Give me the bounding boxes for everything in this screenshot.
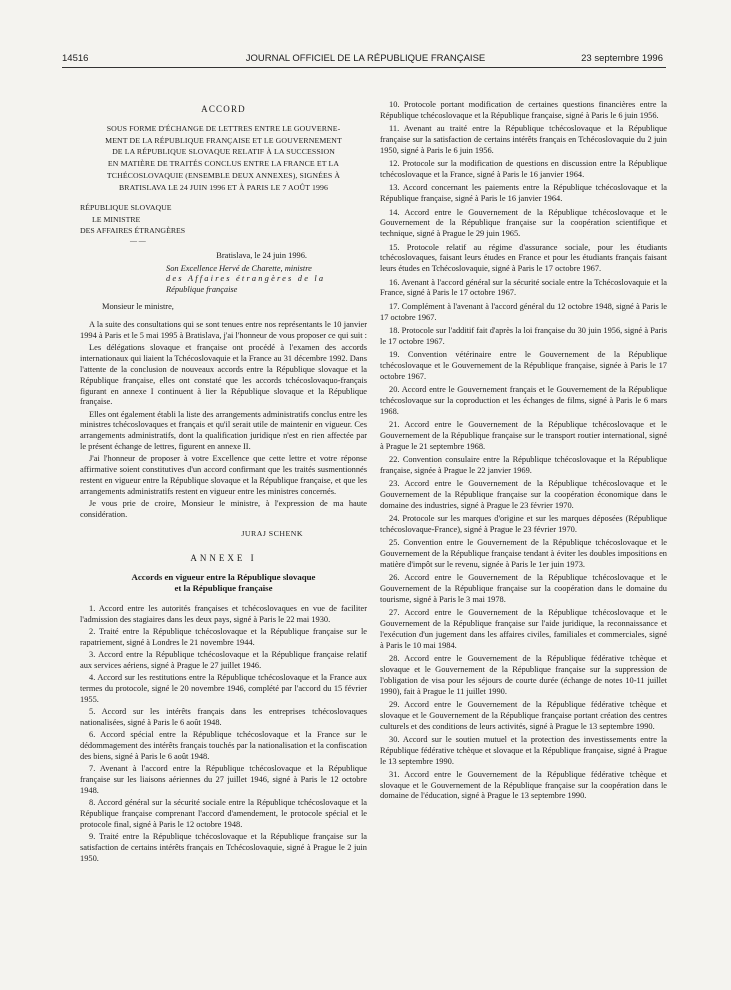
addressee-line: des Affaires étrangères de la [166,274,326,284]
right-column [380,100,667,805]
addressee [80,264,367,296]
page-number: 14516 [62,53,89,64]
treaty-item: 26. Accord entre le Gouvernement de la République tchécoslovaque et le Gouvernement de la République française sur la coopération dans le domaine du tourisme, signé à Paris le 3 mai 1978. [380,573,667,604]
letter-paragraph: Les délégations slovaque et française ont procédé à l'examen des accords internationaux qui liaient la Tchécoslovaquie et la France au 31 décembre 1992. Dans l'attente de la conclusion de nouveaux accords entre la République slovaque et la République française, elles ont constaté que les accords tchécoslovaquo-français figurant en annexe I continuent à lier la République slovaque et la République française. [80,343,367,407]
treaty-item: 19. Convention vétérinaire entre le Gouvernement de la République tchécoslovaque et le Gouvernement de la République française, signée à Paris le 17 octobre 1967. [380,350,667,381]
header-rule [62,67,666,68]
treaty-item: 13. Accord concernant les paiements entre la République tchécoslovaque et la République française, signé à Paris le 16 janvier 1964. [380,183,667,204]
treaty-item: 20. Accord entre le Gouvernement français et le Gouvernement de la République tchécoslovaque sur la coproduction et les échanges de films, signé à Paris le 6 mars 1968. [380,385,667,416]
treaty-item: 17. Complément à l'avenant à l'accord général du 12 octobre 1948, signé à Paris le 17 octobre 1967. [380,301,667,322]
treaty-item: 21. Accord entre le Gouvernement de la République tchécoslovaque et le Gouvernement de la République française sur le transport routier international, signé à Prague le 21 septembre 1968. [380,420,667,451]
treaty-item: 22. Convention consulaire entre la République tchécoslovaque et la République française, signée à Prague le 22 janvier 1969. [380,455,667,475]
republic-heading: RÉPUBLIQUE SLOVAQUE [80,203,172,213]
treaty-item: 3. Accord entre la République tchécoslovaque et la République française relatif aux services aériens, signé à Prague le 27 juillet 1946. [80,650,367,671]
treaty-item: 29. Accord entre le Gouvernement de la République fédérative tchèque et slovaque et le Gouvernement de la République française portant création des centres culturels et des conditions de leurs activités, signé à Prague le 13 septembre 1990. [380,699,667,731]
treaty-item: 18. Protocole sur l'additif fait d'après la loi française du 30 juin 1956, signé à Paris le 17 octobre 1967. [380,325,667,346]
treaty-item: 30. Accord sur le soutien mutuel et la protection des investissements entre la République fédérative tchèque et slovaque et la République française, signé à Prague le 13 septembre 1990. [380,734,667,766]
treaty-item: 6. Accord spécial entre la République tchécoslovaque et la France sur le dédommagement des intérêts français touchés par la nationalisation et la confiscation des biens, signé à Paris le 6 août 1948. [80,730,367,762]
minister-line: LE MINISTRE [92,214,141,224]
addressee-line: Son Excellence Hervé de Charette, ministre [166,263,312,273]
intro-line: TCHÉCOSLOVAQUIE (ENSEMBLE DEUX ANNEXES), SIGNÉES À [106,170,341,180]
treaty-item: 2. Traité entre la République tchécoslovaque et la République française sur le rapatriement, signé à Londres le 21 novembre 1944. [80,627,367,648]
treaty-item: 11. Avenant au traité entre la République tchécoslovaque et la République française sur la satisfaction de certains intérêts français en Tchécoslovaquie du 2 juin 1950, signé à Paris le 6 juin 1956. [380,124,667,155]
treaty-item: 14. Accord entre le Gouvernement de la République tchécoslovaque et le Gouvernement de la République française sur la coopération scientifique et technique, signé à Prague le 29 juin 1965. [380,207,667,239]
treaty-item: 12. Protocole sur la modification de questions en discussion entre la République tchécoslovaque et la France, signé à Paris le 16 janvier 1964. [380,159,667,179]
treaty-item: 28. Accord entre le Gouvernement de la République fédérative tchèque et slovaque et le Gouvernement de la République française sur la suppression de l'obligation de visa pour les séjours de courte durée (échange de notes 10-11 juillet 1990), fait à Prague le 11 juillet 1990. [380,654,667,696]
treaty-item: 25. Convention entre le Gouvernement de la République tchécoslovaque et le Gouvernement de la République française tendant à éviter les doubles impositions en matière d'impôt sur le revenu, signée à Paris le 1er juin 1973. [380,538,667,569]
left-column [80,100,367,866]
journal-title: JOURNAL OFFICIEL DE LA RÉPUBLIQUE FRANÇAISE [245,53,486,64]
accord-intro [80,124,367,193]
treaty-item: 15. Protocole relatif au régime d'assurance sociale, pour les étudiants tchécoslovaques, faisant leurs études en France et pour les étudiants français faisant leurs études en Tchécoslovaquie, signé à Paris le 17 octobre 1967. [380,242,667,274]
letter-paragraph: Je vous prie de croire, Monsieur le ministre, à l'expression de ma haute considération. [80,499,367,519]
letter-paragraph: A la suite des consultations qui se sont tenues entre nos représentants le 10 janvier 1994 à Paris et le 5 mai 1995 à Bratislava, j'ai l'honneur de vous proposer ce qui suit : [80,320,368,341]
place-date: Bratislava, le 24 juin 1996. [216,250,307,260]
annexe-subtitle [80,572,367,594]
intro-line: DE LA RÉPUBLIQUE SLOVAQUE RELATIF À LA SUCCESSION [112,147,335,157]
annexe-subtitle-line: et la République française [174,583,273,594]
treaty-item: 31. Accord entre le Gouvernement de la République fédérative tchèque et slovaque et le Gouvernement de la République française sur la coopération dans le domaine de l'éducation, signé à Prague le 13 septembre 1990. [380,769,667,801]
treaty-item: 4. Accord sur les restitutions entre la République tchécoslovaque et la France aux termes du protocole, signé le 20 novembre 1946, complété par l'accord du 15 février 1955. [80,673,367,705]
treaty-item: 5. Accord sur les intérêts français dans les entreprises tchécoslovaques nationalisées, signé à Paris le 6 août 1948. [80,707,367,728]
treaty-item: 9. Traité entre la République tchécoslovaque et la République française sur la satisfaction de certains intérêts français en Tchécoslovaquie, signé à Prague le 2 juin 1950. [80,832,367,863]
treaty-item: 24. Protocole sur les marques d'origine et sur les marques déposées (République tchécoslovaque-France), signé à Prague le 23 février 1970. [380,514,667,534]
treaty-item: 27. Accord entre le Gouvernement de la République tchécoslovaque et le Gouvernement de la République française sur l'aide juridique, la reconnaissance et l'exécution d'un jugement dans les affaires civiles, familiales et commerciales, signé à Paris le 10 mai 1984. [380,608,667,650]
treaty-item: 7. Avenant à l'accord entre la République tchécoslovaque et la République française sur les liaisons aériennes du 27 juillet 1946, signé à Paris le 12 octobre 1948. [80,764,367,795]
signature: JURAJ SCHENK [241,528,303,538]
treaty-item: 16. Avenant à l'accord général sur la sécurité sociale entre la Tchécoslovaquie et la France, signé à Paris le 17 octobre 1967. [380,277,667,298]
treaty-item: 10. Protocole portant modification de certaines questions financières entre la République tchécoslovaque et la République française, signé à Paris le 6 juin 1956. [380,100,667,120]
letter-paragraph: J'ai l'honneur de proposer à votre Excellence que cette lettre et votre réponse affirmative soient constitutives d'un accord confirmant que les traités susmentionnés restent en vigueur entre la République slovaque et la République française, et que les arrangements administratifs restent en vigueur entre les ministres concernés. [80,454,367,496]
issue-date: 23 septembre 1996 [581,53,663,64]
letter-paragraph: Elles ont également établi la liste des arrangements administratifs conclus entre les ministres tchécoslovaques et français et qu'il serait utile de maintenir en vigueur. Ces arrangements administratifs, dont la qualification juridique n'est en rien affectée par le présent échange de lettres, figurent en annexe II. [80,409,367,452]
intro-line: MENT DE LA RÉPUBLIQUE FRANÇAISE ET LE GOUVERNEMENT [105,135,342,145]
intro-line: BRATISLAVA LE 24 JUIN 1996 ET À PARIS LE 7 AOÛT 1996 [118,182,329,192]
treaty-item: 1. Accord entre les autorités françaises et tchécoslovaques en vue de faciliter l'admission des stagiaires dans les deux pays, signé à Paris le 22 mai 1930. [80,604,367,624]
accord-title: ACCORD [201,104,246,114]
intro-line: EN MATIÈRE DE TRAITÉS CONCLUS ENTRE LA FRANCE ET LA [107,159,340,169]
separator-dash: — — [130,236,146,245]
annexe-title: ANNEXE I [190,553,257,564]
annexe-subtitle-line: Accords en vigueur entre la République slovaque [131,572,316,583]
salutation: Monsieur le ministre, [102,302,174,312]
treaty-item: 8. Accord général sur la sécurité sociale entre la République tchécoslovaque et la République française comprenant l'accord d'amendement, le protocole spécial et le protocole final, signé à Paris le 12 octobre 1948. [80,798,367,829]
addressee-line: République française [166,284,238,294]
minister-line: DES AFFAIRES ÉTRANGÈRES [80,226,186,236]
intro-line: SOUS FORME D'ÉCHANGE DE LETTRES ENTRE LE GOUVERNE- [106,123,341,133]
treaty-item: 23. Accord entre le Gouvernement de la République tchécoslovaque et le Gouvernement de la République française sur la coopération économique dans le domaine des industries, signé à Prague le 23 février 1970. [380,479,667,510]
